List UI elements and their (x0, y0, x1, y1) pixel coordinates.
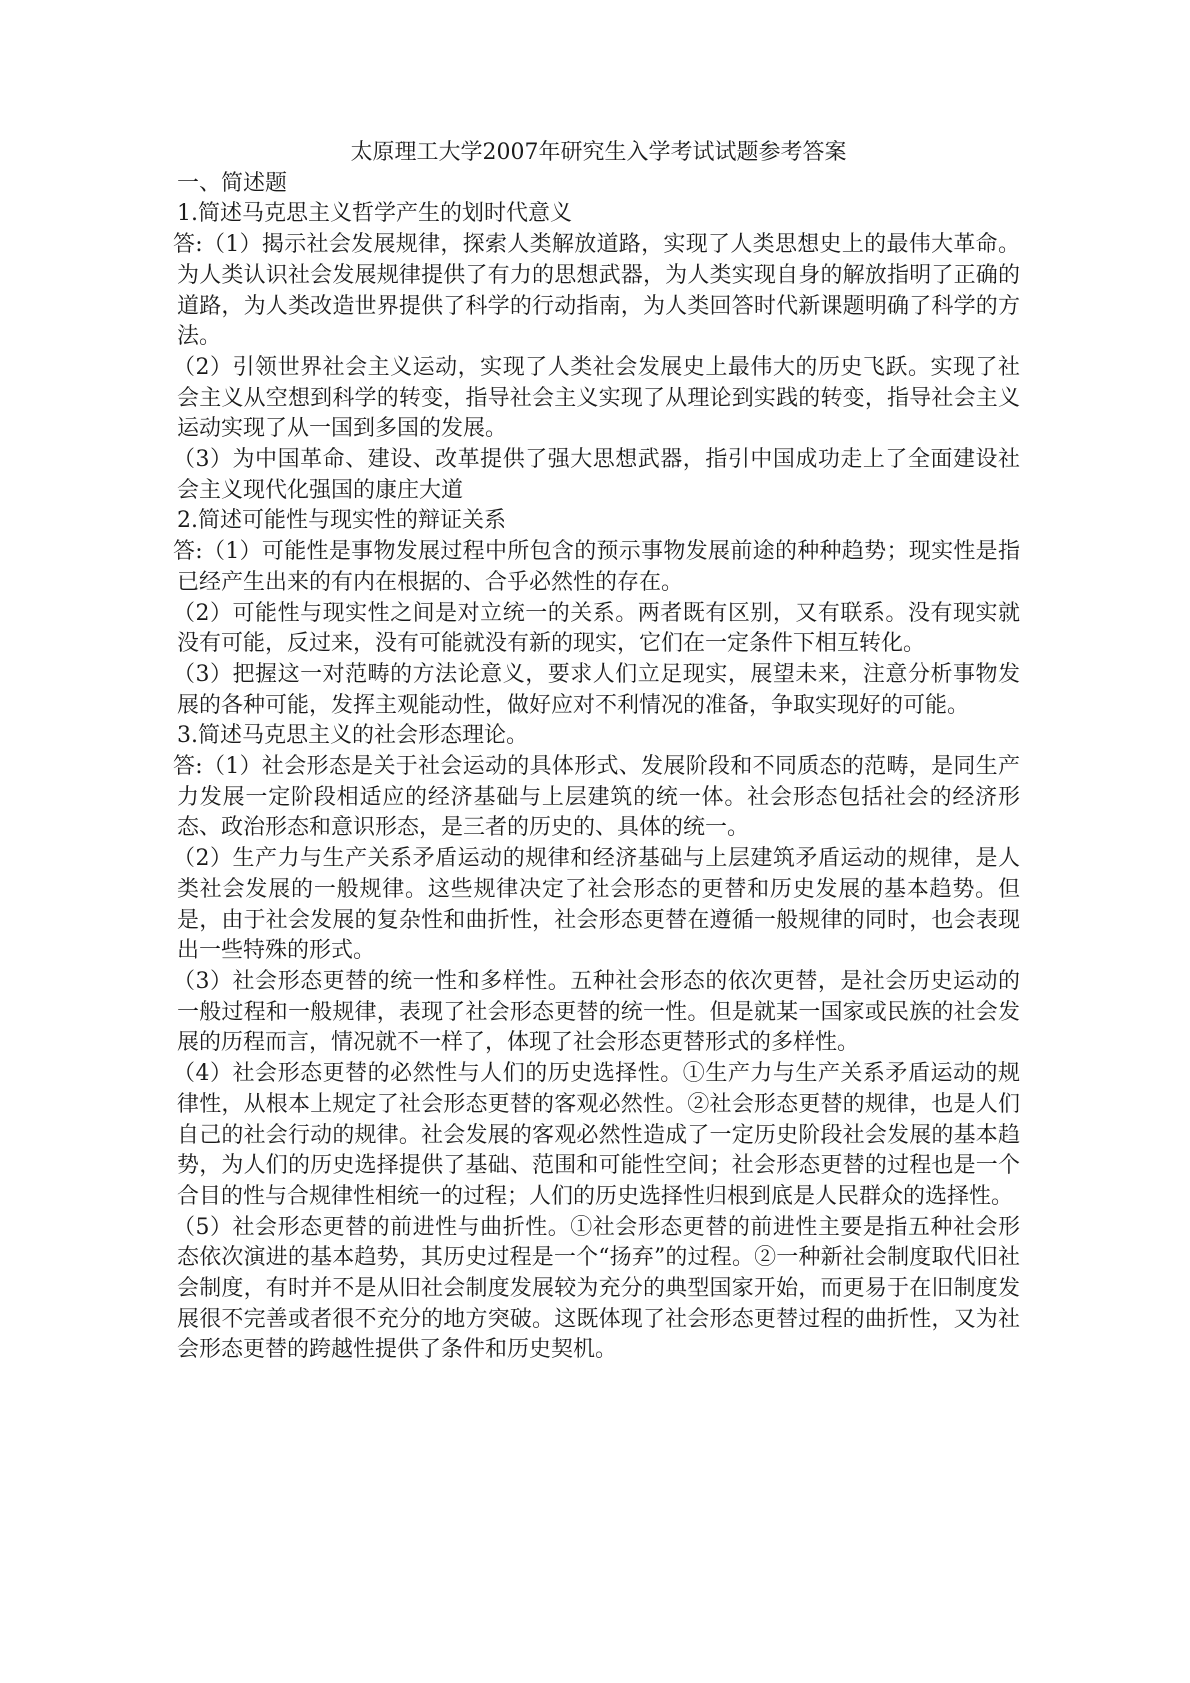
answer-2-part-1: 答:（1）可能性是事物发展过程中所包含的预示事物发展前途的种种趋势；现实性是指已经产生出来的有内在根据的、合乎必然性的存在。 (173, 539, 1020, 595)
document-page (173, 138, 1020, 1366)
answer-1-part-1: 答:（1）揭示社会发展规律，探索人类解放道路，实现了人类思想史上的最伟大革命。为人类认识社会发展规律提供了有力的思想武器，为人类实现自身的解放指明了正确的道路，为人类改造世界提供了科学的行动指南，为人类回答时代新课题明确了科学的方法。 (173, 232, 1020, 350)
question-2: 2.简述可能性与现实性的辩证关系 (177, 508, 506, 534)
answer-3-part-1: 答:（1）社会形态是关于社会运动的具体形式、发展阶段和不同质态的范畴，是同生产力发展一定阶段相适应的经济基础与上层建筑的统一体。社会形态包括社会的经济形态、政治形态和意识形态，是三者的历史的、具体的统一。 (173, 754, 1020, 841)
section-heading: 一、简述题 (177, 170, 288, 196)
document-title: 太原理工大学2007年研究生入学考试试题参考答案 (350, 140, 847, 165)
question-1: 1.简述马克思主义哲学产生的划时代意义 (177, 201, 572, 227)
answer-1-part-3: （3）为中国革命、建设、改革提供了强大思想武器，指引中国成功走上了全面建设社会主义现代化强国的康庄大道 (173, 447, 1020, 503)
question-3: 3.简述马克思主义的社会形态理论。 (177, 723, 528, 749)
answer-2-part-2: （2）可能性与现实性之间是对立统一的关系。两者既有区别，又有联系。没有现实就没有可能，反过来，没有可能就没有新的现实，它们在一定条件下相互转化。 (173, 600, 1020, 657)
answer-3-part-5: （5）社会形态更替的前进性与曲折性。①社会形态更替的前进性主要是指五种社会形态依次演进的基本趋势，其历史过程是一个“扬弃”的过程。②一种新社会制度取代旧社会制度，有时并不是从旧社会制度发展较为充分的典型国家开始，而更易于在旧制度发展很不完善或者很不充分的地方突破。这既体现了社会形态更替过程的曲折性，又为社会形态更替的跨越性提供了条件和历史契机。 (173, 1214, 1020, 1363)
answer-3-part-3: （3）社会形态更替的统一性和多样性。五种社会形态的依次更替，是社会历史运动的一般过程和一般规律，表现了社会形态更替的统一性。但是就某一国家或民族的社会发展的历程而言，情况就不一样了，体现了社会形态更替形式的多样性。 (173, 968, 1020, 1056)
answer-2-part-3: （3）把握这一对范畴的方法论意义，要求人们立足现实，展望未来，注意分析事物发展的各种可能，发挥主观能动性，做好应对不利情况的准备，争取实现好的可能。 (173, 661, 1020, 718)
answer-3-part-2: （2）生产力与生产关系矛盾运动的规律和经济基础与上层建筑矛盾运动的规律，是人类社会发展的一般规律。这些规律决定了社会形态的更替和历史发展的基本趋势。但是，由于社会发展的复杂性和曲折性，社会形态更替在遵循一般规律的同时，也会表现出一些特殊的形式。 (173, 846, 1020, 964)
answer-1-part-2: （2）引领世界社会主义运动，实现了人类社会发展史上最伟大的历史飞跃。实现了社会主义从空想到科学的转变，指导社会主义实现了从理论到实践的转变，指导社会主义运动实现了从一国到多国的发展。 (173, 354, 1020, 442)
answer-3-part-4: （4）社会形态更替的必然性与人们的历史选择性。①生产力与生产关系矛盾运动的规律性，从根本上规定了社会形态更替的客观必然性。②社会形态更替的规律，也是人们自己的社会行动的规律。社会发展的客观必然性造成了一定历史阶段社会发展的基本趋势，为人们的历史选择提供了基础、范围和可能性空间；社会形态更替的过程也是一个合目的性与合规律性相统一的过程；人们的历史选择性归根到底是人民群众的选择性。 (173, 1061, 1020, 1209)
